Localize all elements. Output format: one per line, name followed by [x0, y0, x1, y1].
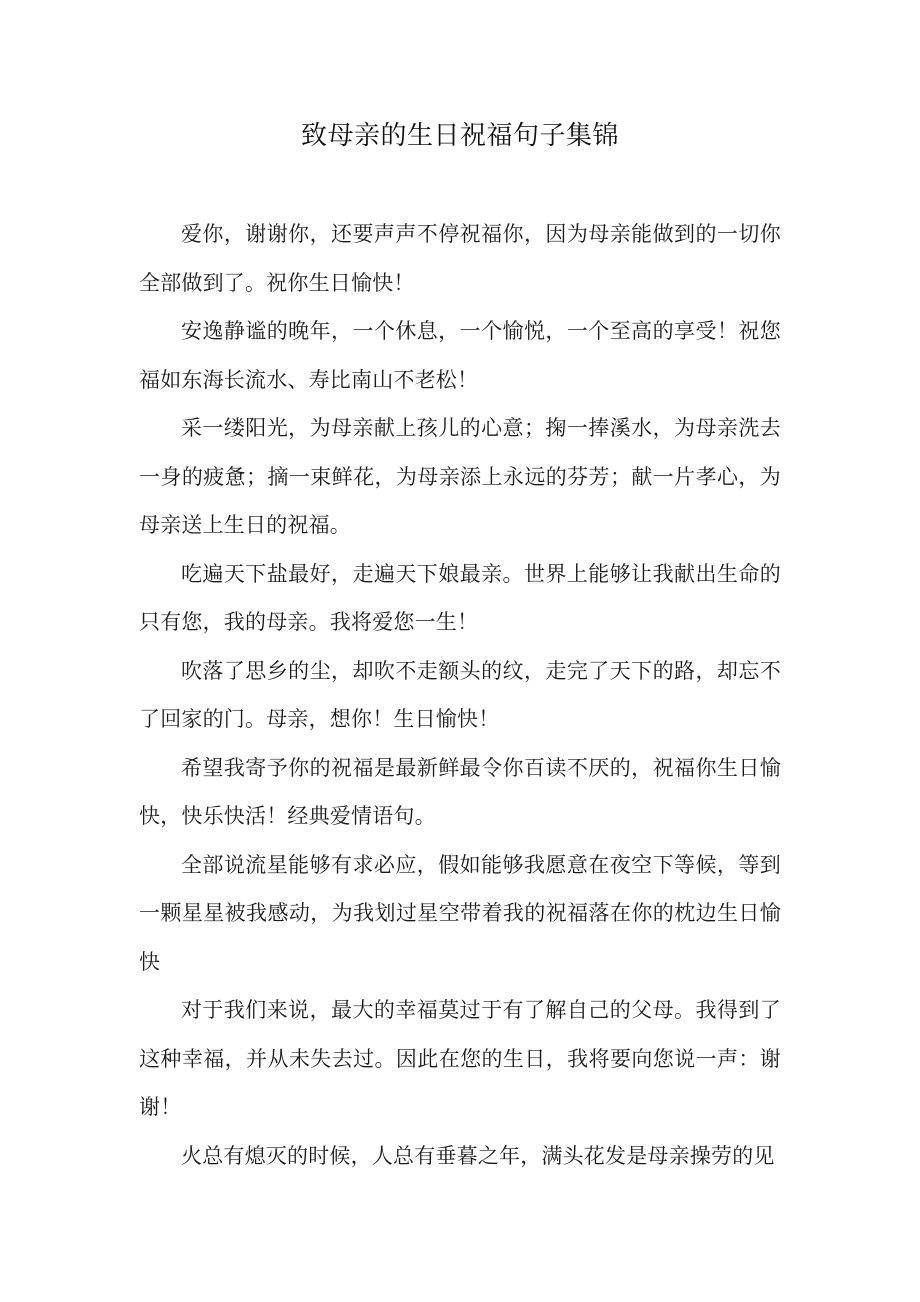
paragraph: 安逸静谧的晚年，一个休息，一个愉悦，一个至高的享受！祝您福如东海长流水、寿比南山不老松！ [139, 319, 781, 392]
document-body [139, 210, 781, 1180]
paragraph: 吹落了思乡的尘，却吹不走额头的纹，走完了天下的路，却忘不了回家的门。母亲，想你！生日愉快！ [139, 658, 781, 731]
paragraph: 希望我寄予你的祝福是最新鲜最令你百读不厌的，祝福你生日愉快，快乐快活！经典爱情语句。 [139, 755, 781, 828]
paragraph: 全部说流星能够有求必应，假如能够我愿意在夜空下等候，等到一颗星星被我感动，为我划过星空带着我的祝福落在你的枕边生日愉快 [139, 852, 781, 974]
paragraph: 对于我们来说，最大的幸福莫过于有了解自己的父母。我得到了这种幸福，并从未失去过。因此在您的生日，我将要向您说一声：谢谢！ [139, 998, 781, 1119]
page-title: 致母亲的生日祝福句子集锦 [300, 121, 619, 151]
paragraph: 爱你，谢谢你，还要声声不停祝福你，因为母亲能做到的一切你全部做到了。祝你生日愉快！ [139, 222, 781, 295]
paragraph: 采一缕阳光，为母亲献上孩儿的心意；掬一捧溪水，为母亲洗去一身的疲惫；摘一束鲜花，为母亲添上永远的芬芳；献一片孝心，为母亲送上生日的祝福。 [139, 416, 781, 537]
paragraph: 火总有熄灭的时候，人总有垂暮之年，满头花发是母亲操劳的见 [181, 1143, 775, 1168]
paragraph: 吃遍天下盐最好，走遍天下娘最亲。世界上能够让我献出生命的只有您，我的母亲。我将爱您一生！ [139, 561, 781, 634]
